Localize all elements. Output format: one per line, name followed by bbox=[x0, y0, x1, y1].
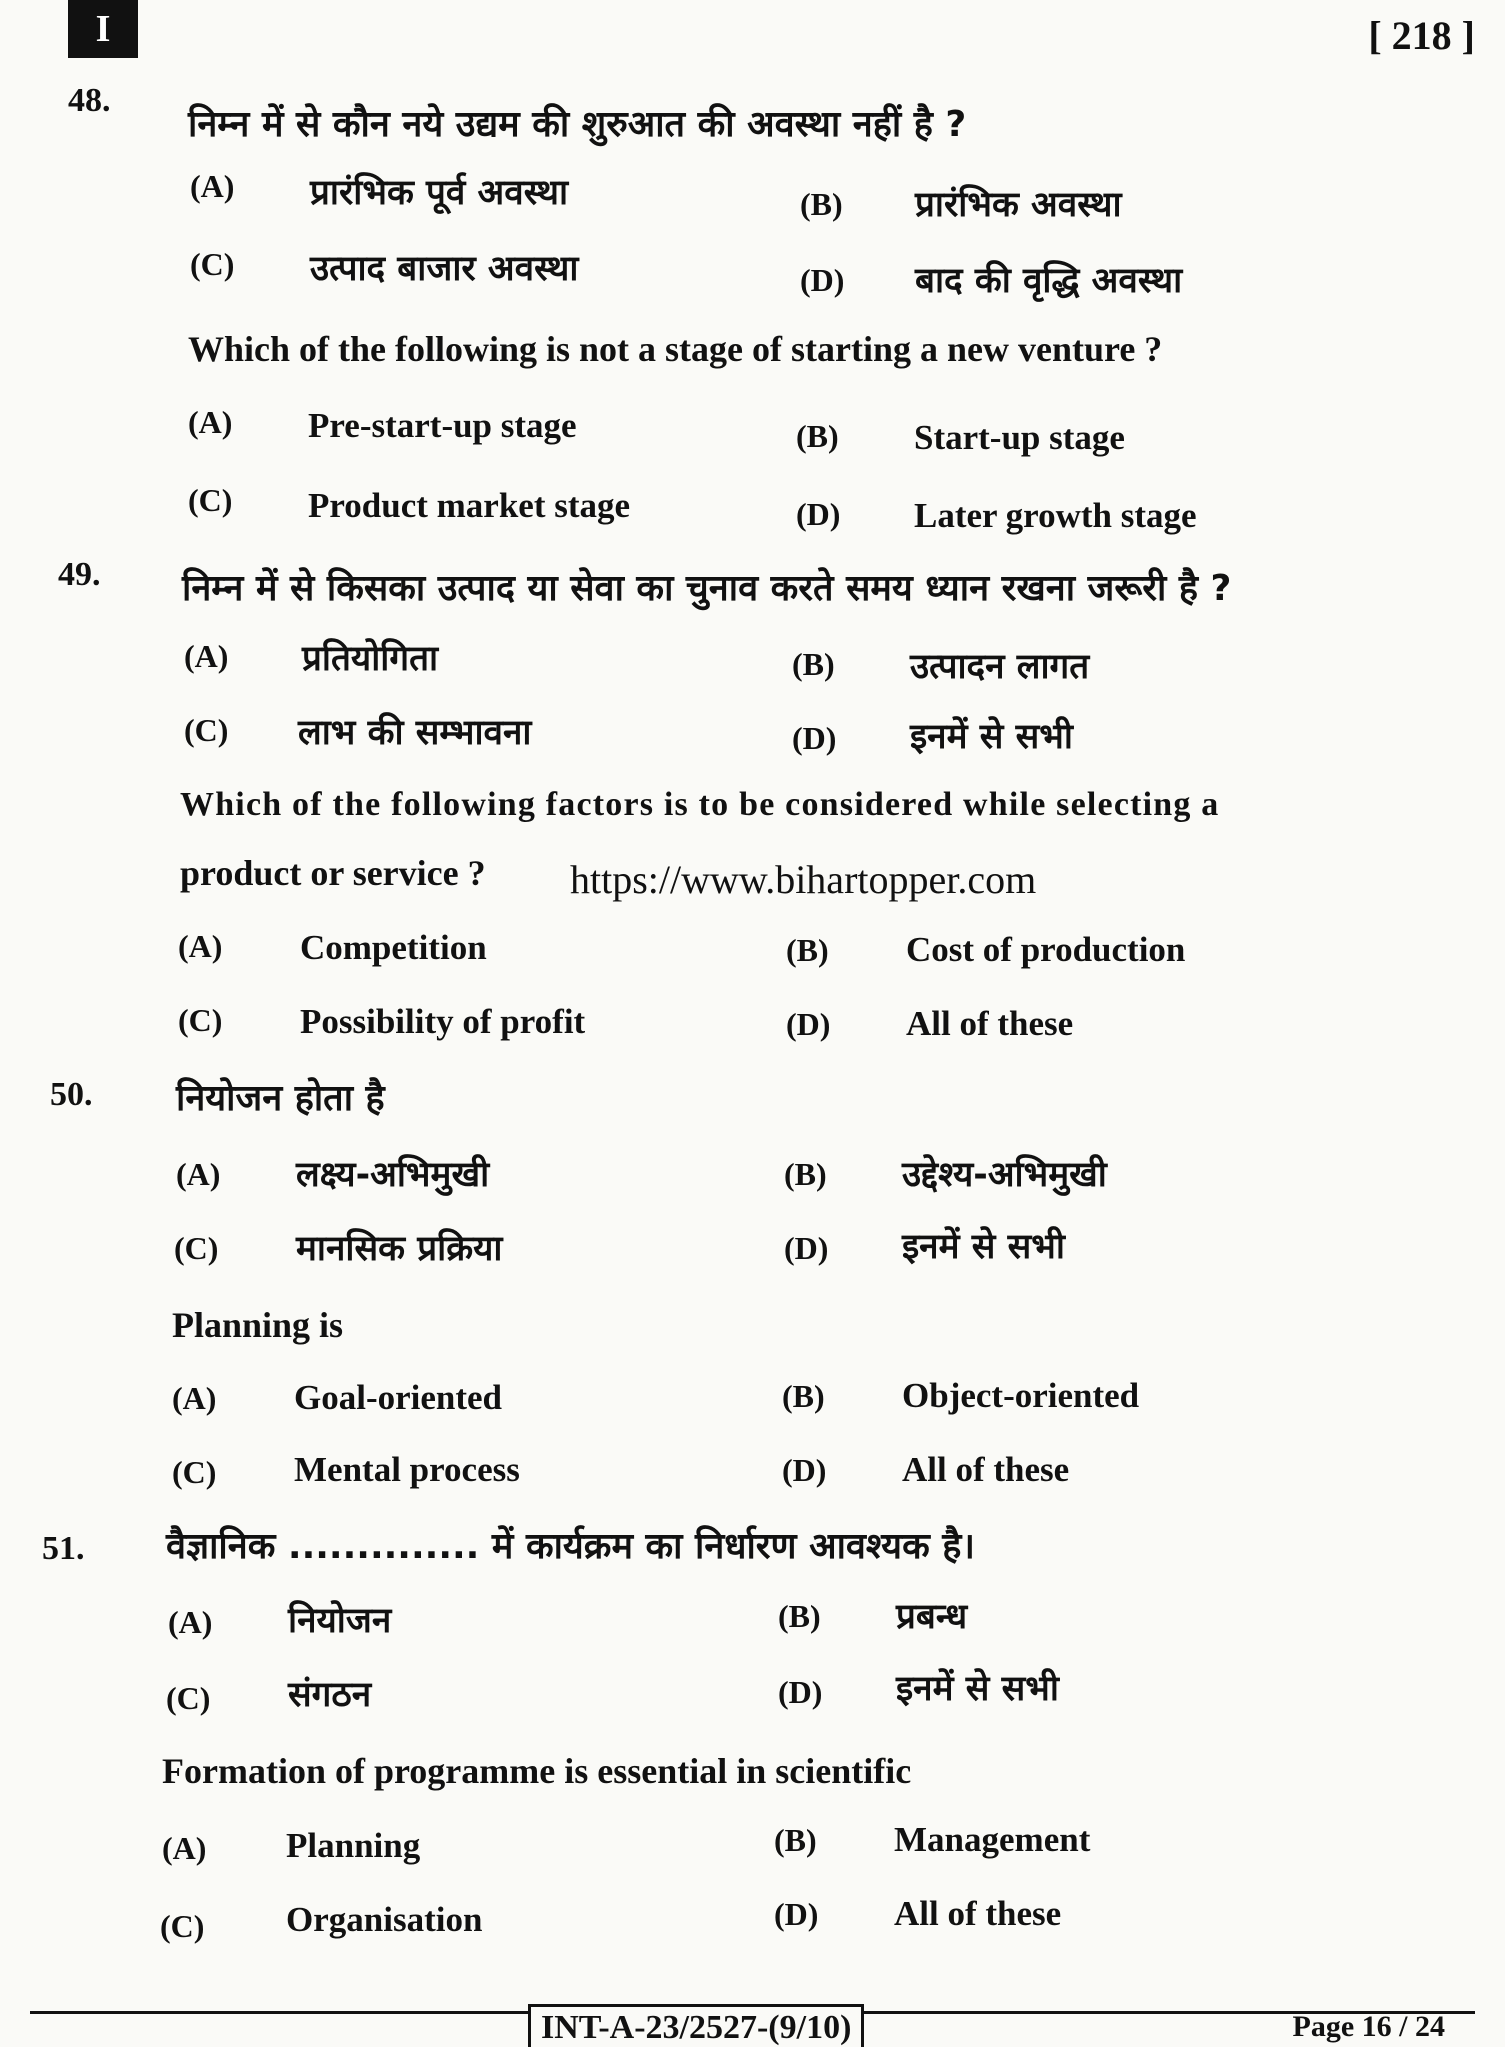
option-text: उद्देश्य-अभिमुखी bbox=[902, 1155, 1107, 1195]
option-text: लक्ष्य-अभिमुखी bbox=[296, 1155, 490, 1195]
option-text: Start-up stage bbox=[914, 418, 1125, 457]
option-key: (B) bbox=[782, 1378, 825, 1414]
option-text: Organisation bbox=[286, 1900, 483, 1939]
option-text: बाद की वृद्धि अवस्था bbox=[915, 261, 1183, 301]
option-text: All of these bbox=[902, 1450, 1070, 1489]
option-key: (C) bbox=[190, 246, 235, 282]
page-number: Page 16 / 24 bbox=[1292, 2010, 1445, 2043]
option-key: (B) bbox=[796, 418, 839, 454]
option-key: (C) bbox=[160, 1908, 205, 1944]
option-text: लाभ की सम्भावना bbox=[298, 713, 532, 753]
option-key: (C) bbox=[188, 482, 233, 518]
option-text: Goal-oriented bbox=[294, 1378, 503, 1417]
option-key: (A) bbox=[190, 168, 235, 204]
option-text: मानसिक प्रक्रिया bbox=[296, 1229, 503, 1269]
option-key: (A) bbox=[168, 1604, 213, 1640]
watermark-url: https://www.bihartopper.com bbox=[570, 857, 1037, 902]
question-text-hindi: नियोजन होता है bbox=[176, 1078, 385, 1119]
question-text-hindi: निम्न में से कौन नये उद्यम की शुरुआत की अवस्था नहीं है ? bbox=[188, 104, 967, 145]
option-key: (B) bbox=[786, 932, 829, 968]
option-text: Pre-start-up stage bbox=[308, 406, 577, 445]
option-text: All of these bbox=[906, 1004, 1074, 1043]
paper-code: INT-A-23/2527-(9/10) bbox=[528, 2004, 864, 2047]
option-key: (C) bbox=[174, 1230, 219, 1266]
question-text-english: Which of the following factors is to be considered while selecting a bbox=[180, 786, 1220, 823]
question-text-english: product or service ? bbox=[180, 853, 486, 893]
option-text: प्रारंभिक पूर्व अवस्था bbox=[310, 173, 569, 213]
option-key: (C) bbox=[178, 1002, 223, 1038]
option-key: (D) bbox=[800, 262, 845, 298]
option-key: (D) bbox=[782, 1452, 827, 1488]
option-key: (A) bbox=[176, 1156, 221, 1192]
question-number: 50. bbox=[50, 1076, 93, 1113]
option-text: All of these bbox=[894, 1894, 1062, 1933]
option-text: नियोजन bbox=[288, 1601, 392, 1641]
option-key: (A) bbox=[188, 404, 233, 440]
option-text: प्रबन्ध bbox=[896, 1597, 968, 1637]
option-text: Competition bbox=[300, 928, 487, 967]
option-text: Planning bbox=[286, 1826, 421, 1865]
question-text-english: Which of the following is not a stage of starting a new venture ? bbox=[188, 329, 1163, 369]
option-key: (D) bbox=[784, 1230, 829, 1266]
option-text: Later growth stage bbox=[914, 496, 1197, 535]
question-text-english: Planning is bbox=[172, 1305, 344, 1345]
option-key: (D) bbox=[786, 1006, 831, 1042]
question-text-hindi: निम्न में से किसका उत्पाद या सेवा का चुनाव करते समय ध्यान रखना जरूरी है ? bbox=[182, 568, 1232, 609]
option-key: (C) bbox=[166, 1680, 211, 1716]
option-key: (D) bbox=[774, 1896, 819, 1932]
question-text-hindi: वैज्ञानिक .............. में कार्यक्रम का निर्धारण आवश्यक है। bbox=[166, 1526, 976, 1567]
option-text: Possibility of profit bbox=[300, 1002, 586, 1041]
option-text: इनमें से सभी bbox=[902, 1227, 1065, 1267]
option-key: (A) bbox=[162, 1830, 207, 1866]
option-text: प्रारंभिक अवस्था bbox=[915, 185, 1122, 225]
option-text: उत्पादन लागत bbox=[910, 647, 1090, 687]
option-key: (C) bbox=[184, 712, 229, 748]
option-key: (B) bbox=[800, 186, 843, 222]
option-text: Object-oriented bbox=[902, 1376, 1140, 1415]
question-number: 51. bbox=[42, 1530, 85, 1567]
option-key: (D) bbox=[792, 720, 837, 756]
option-key: (B) bbox=[778, 1598, 821, 1634]
option-text: इनमें से सभी bbox=[910, 717, 1073, 757]
option-text: Cost of production bbox=[906, 930, 1186, 969]
option-text: प्रतियोगिता bbox=[302, 639, 439, 679]
page-code: [ 218 ] bbox=[1368, 13, 1475, 58]
option-key: (B) bbox=[784, 1156, 827, 1192]
option-key: (D) bbox=[778, 1674, 823, 1710]
option-text: उत्पाद बाजार अवस्था bbox=[310, 249, 579, 289]
option-key: (C) bbox=[172, 1454, 217, 1490]
option-text: Mental process bbox=[294, 1450, 520, 1489]
question-number: 49. bbox=[58, 556, 101, 593]
option-key: (A) bbox=[178, 928, 223, 964]
option-text: इनमें से सभी bbox=[896, 1669, 1059, 1709]
option-key: (A) bbox=[172, 1380, 217, 1416]
set-badge: I bbox=[68, 0, 138, 58]
option-text: Management bbox=[894, 1820, 1091, 1859]
option-text: Product market stage bbox=[308, 486, 631, 525]
option-key: (D) bbox=[796, 496, 841, 532]
option-key: (B) bbox=[774, 1822, 817, 1858]
question-text-english: Formation of programme is essential in scientific bbox=[162, 1751, 912, 1791]
option-text: संगठन bbox=[288, 1675, 372, 1715]
option-key: (A) bbox=[184, 638, 229, 674]
question-number: 48. bbox=[68, 82, 111, 119]
option-key: (B) bbox=[792, 646, 835, 682]
